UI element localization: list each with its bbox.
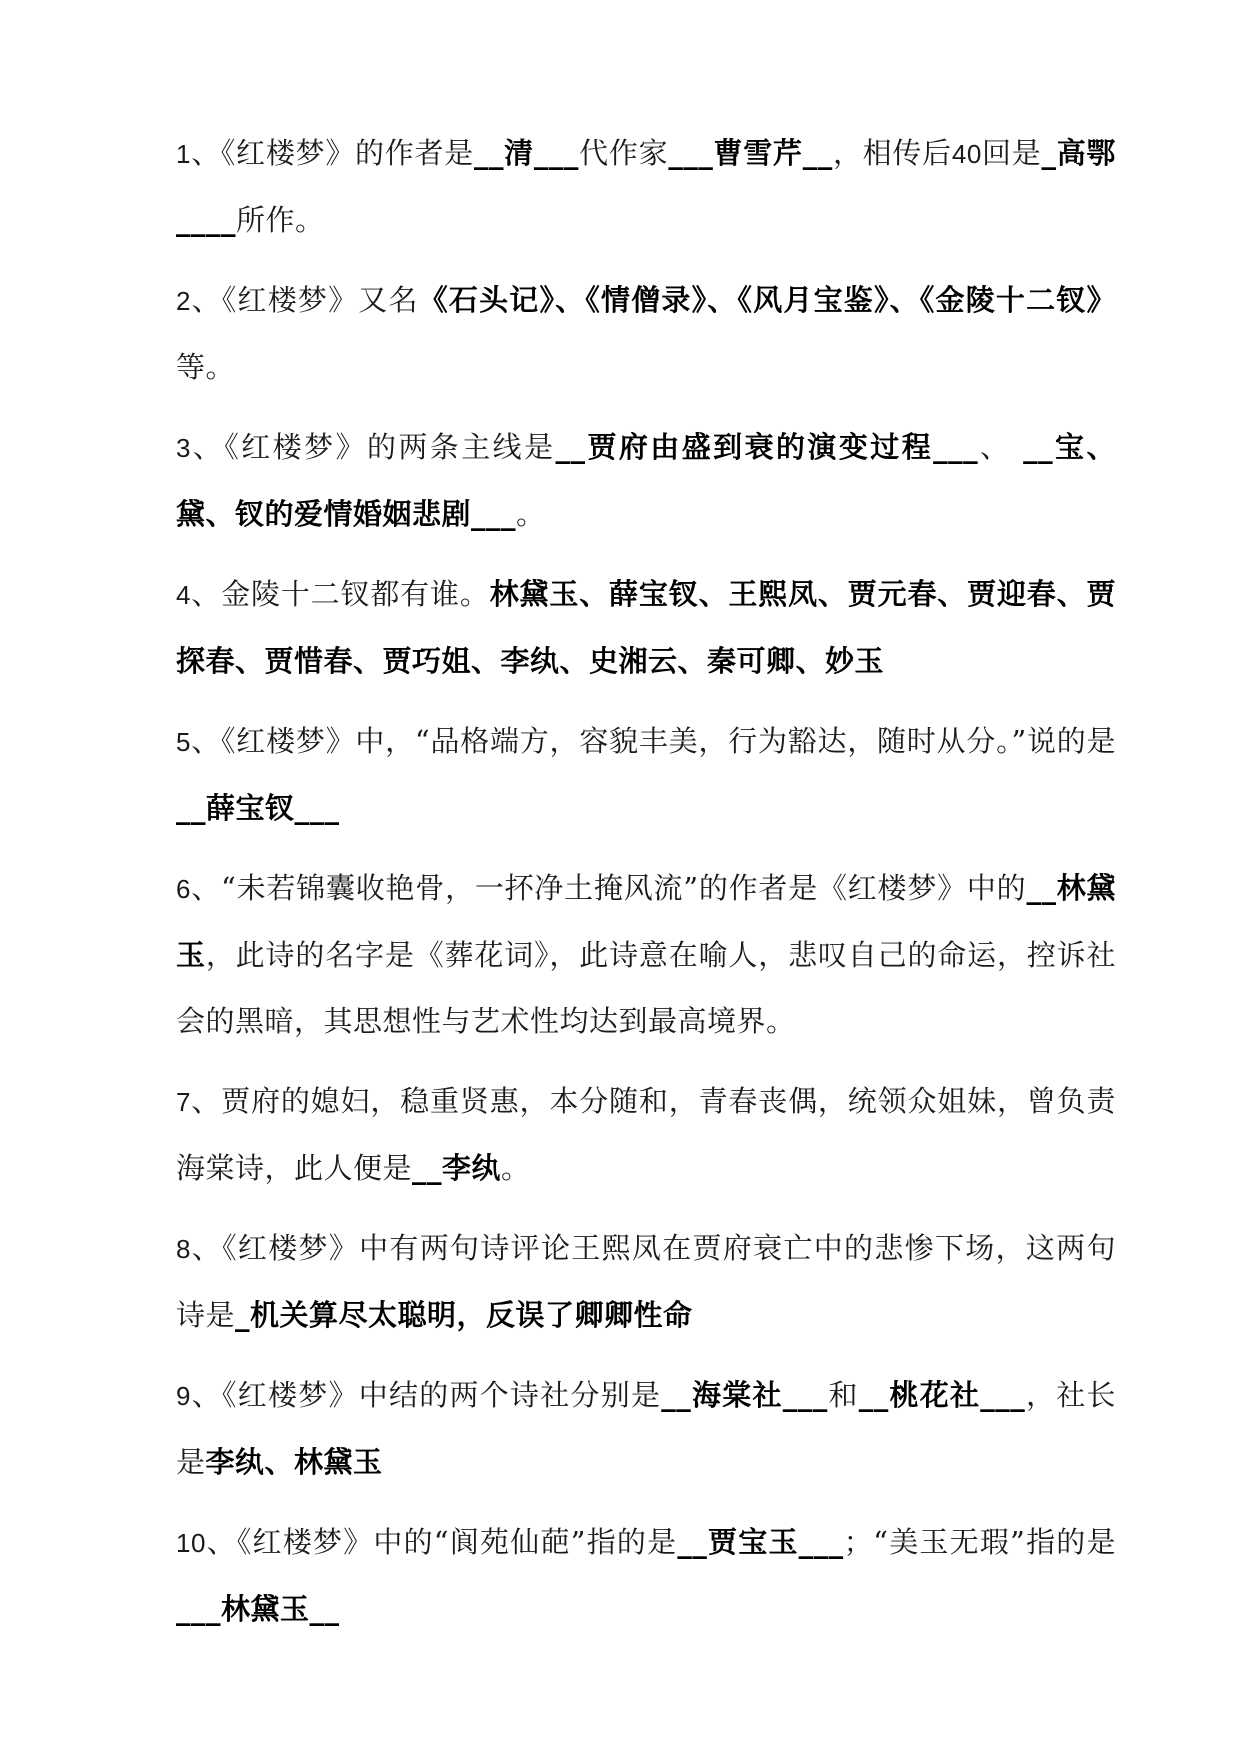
question-text: 、《红楼梦》的作者是: [190, 136, 474, 170]
answer-text: ___曹雪芹__: [668, 136, 833, 170]
question-text: 、《红楼梦》又名: [190, 283, 419, 317]
question-9: [176, 1362, 1116, 1495]
question-3: [176, 414, 1116, 547]
question-text: ，相传后: [832, 136, 952, 170]
answer-text: __贾宝玉___: [677, 1525, 844, 1559]
answer-text: __海棠社___: [661, 1378, 828, 1412]
question-text: ，社长是: [176, 1378, 1116, 1479]
answer-text: __桃花社___: [858, 1378, 1026, 1412]
question-text: 、《红楼梦》的两条主线是: [190, 430, 556, 464]
question-4: [176, 561, 1116, 694]
answer-text: __贾府由盛到衰的演变过程___: [555, 430, 979, 464]
question-text: 、《红楼梦》中有两句诗评论王熙凤在贾府衰亡中的悲惨下场，这两句诗是: [176, 1231, 1116, 1332]
question-text: 。: [516, 497, 546, 531]
question-text: 、贾府的媳妇，稳重贤惠，本分随和，青春丧偶，统领众姐妹，曾负责海棠诗，此人便是: [176, 1084, 1116, 1185]
question-7: [176, 1068, 1116, 1201]
question-5: [176, 708, 1116, 841]
question-1: [176, 120, 1116, 253]
question-number: 5: [176, 727, 191, 757]
answer-text: 林黛玉、薛宝钗、王熙凤、贾元春、贾迎春、贾探春、贾惜春、贾巧姐、李纨、史湘云、秦可卿、妙玉: [176, 577, 1116, 678]
question-2: [176, 267, 1116, 400]
question-number: 9: [176, 1381, 191, 1411]
question-number: 4: [176, 580, 191, 610]
question-text: 所作。: [236, 203, 325, 237]
question-number: 10: [176, 1528, 206, 1558]
answer-text: _高鄂____: [176, 136, 1116, 237]
answer-text: __林黛玉: [176, 871, 1116, 972]
question-number: 7: [176, 1087, 191, 1117]
answer-text: _机关算尽太聪明，反误了卿卿性命: [235, 1298, 693, 1332]
question-number: 3: [176, 433, 191, 463]
question-text: 等。: [176, 350, 236, 384]
document-page: [176, 120, 1116, 1656]
question-6: [176, 855, 1116, 1054]
question-text: ，此诗的名字是《葬花词》，此诗意在喻人，悲叹自己的命运，控诉社会的黑暗，其思想性与艺术性均达到最高境界。: [176, 938, 1116, 1038]
answer-text: 《石头记》、《情僧录》、《风月宝鉴》、《金陵十二钗》: [418, 283, 1116, 317]
question-number: 1: [176, 139, 191, 169]
question-number: 2: [176, 286, 191, 316]
question-number: 8: [176, 1234, 191, 1264]
question-text: 、金陵十二钗都有谁。: [190, 577, 490, 611]
answer-text: ___林黛玉__: [176, 1592, 340, 1626]
question-8: [176, 1215, 1116, 1348]
answer-text: __薛宝钗___: [176, 791, 340, 825]
question-text: 回是: [981, 136, 1042, 170]
question-text: 、: [978, 430, 1024, 464]
question-number-inline: 40: [951, 139, 982, 169]
answer-text: __清___: [473, 136, 579, 170]
question-text: 。: [501, 1151, 531, 1185]
question-text: 、“未若锦囊收艳骨，一抔净土掩风流”的作者是《红楼梦》中的: [190, 871, 1027, 905]
question-text: 和: [827, 1378, 859, 1412]
question-number: 6: [176, 874, 191, 904]
question-text: ；“美玉无瑕”指的是: [843, 1525, 1116, 1559]
question-text: 、《红楼梦》中，“品格端方，容貌丰美，行为豁达，随时从分。”说的是: [190, 724, 1116, 758]
question-10: [176, 1509, 1116, 1642]
question-text: 代作家: [578, 136, 669, 170]
answer-text: __李纨: [412, 1151, 502, 1185]
answer-text: __宝、黛、钗的爱情婚姻悲剧___: [176, 430, 1116, 531]
answer-text: 李纨、林黛玉: [205, 1445, 383, 1479]
question-text: 、《红楼梦》中结的两个诗社分别是: [190, 1378, 662, 1412]
question-text: 、《红楼梦》中的“阆苑仙葩”指的是: [205, 1525, 678, 1559]
